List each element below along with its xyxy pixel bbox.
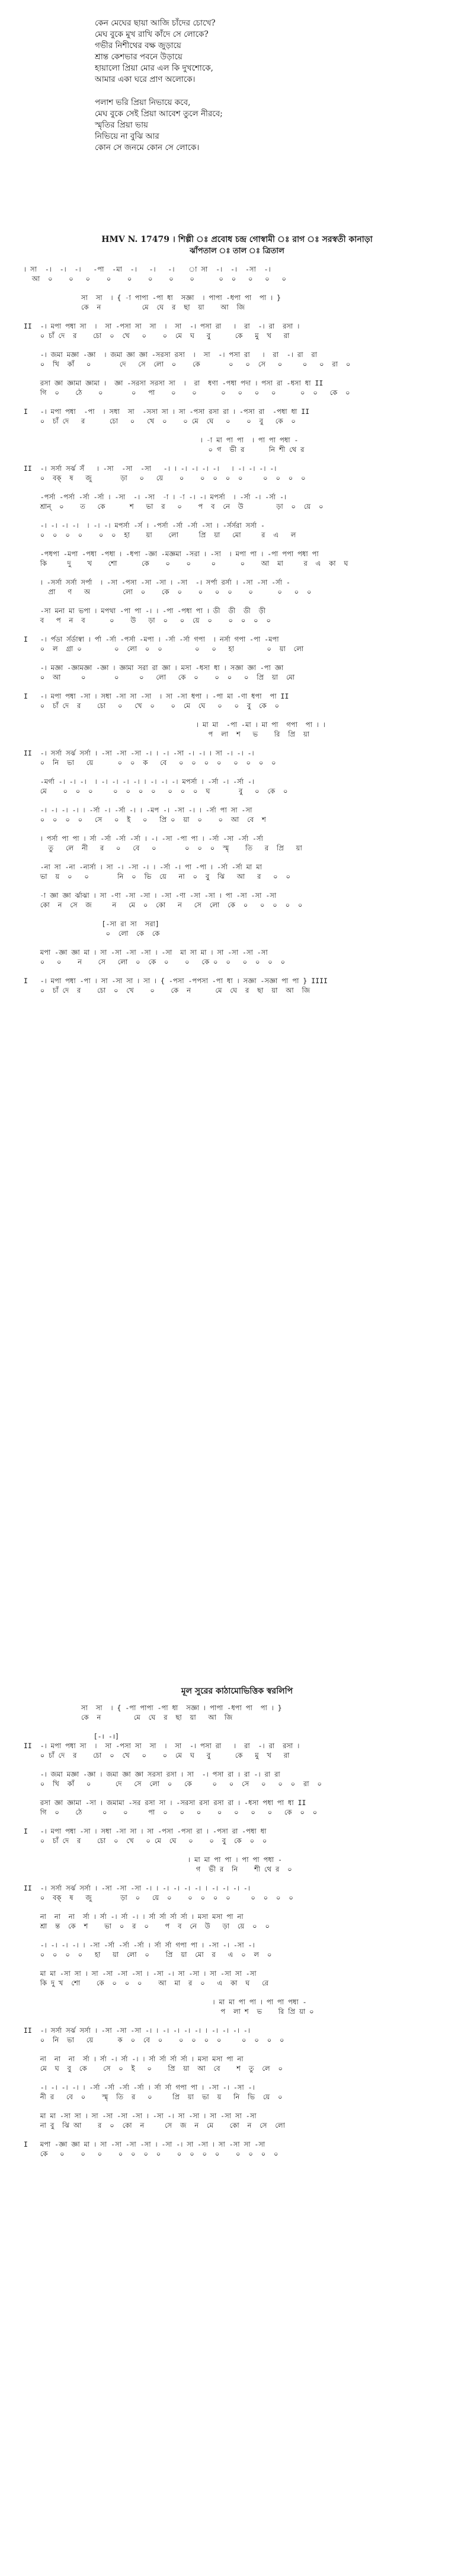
stanza-gap bbox=[95, 85, 403, 97]
notation-row: ০ আ ০ ০ ০ লো কে ০ ০ ০ ০ প্রি য়া মো bbox=[24, 673, 295, 681]
notation-row bbox=[24, 340, 450, 350]
notation-row bbox=[24, 511, 450, 521]
notation-row: গি ০ ঠে ০ ০ পা ০ ০ ০ ০ ০ ০ ০ কে ০ ০ bbox=[24, 1808, 318, 1816]
notation-row: ০ চাঁ দে র চো ০ খে ০ ০ মে ঘে ০ ০ বু কে ০ bbox=[24, 702, 280, 710]
notation-row bbox=[24, 853, 450, 862]
notation-row: I -। মপা পধা -পা । সধা সা -সসা সা । সা -পসা রসা রা । -পসা রা -পধা ধা II bbox=[24, 407, 310, 416]
notation-row: ০ চাঁ দে র চো ০ খে ০ ০ মে ঘ বু কে মু খ রা bbox=[24, 331, 290, 340]
notation-row: ০ ০ ০ ০ হা য়া লো ০ প্রি য়া মো র এ ০ ল ০ bbox=[24, 1950, 272, 1959]
notation-row: ০ চাঁ দে র চো ০ খে ০ মে ঘে ০ ০ বু কে ০ ০ bbox=[24, 1837, 267, 1845]
notation-row: রসা জ্ঞা জ্ঞামা জ্ঞামা । জ্ঞা -সরসা সরসা সা । রা ধণা -পধা পদা । পসা রা -ধসা ধা II bbox=[24, 379, 324, 387]
notation-row: গ ভী র নি শী থে র ০ bbox=[24, 1865, 292, 1873]
lyric-line: আমার একা ঘরে প্রাণ অলোকে। bbox=[95, 75, 196, 84]
notation-row: ০ নি ভা য়ে ক ০ বে ০ ০ ০ ০ ০ ০ ০ ০ ০ bbox=[24, 2036, 284, 2044]
record-subheading: ঝাঁপতাল ঃ তাল ঃ ত্রিতাল bbox=[190, 247, 284, 256]
notation-row bbox=[24, 454, 450, 464]
notation-row: । মা মা -পা -মা । মা পা গপা পা । । bbox=[24, 720, 326, 729]
notation-row: II -। মপা পধা সা । সা -পসা সা সা । সা -। পসা রা । রা -। রা রসা । bbox=[24, 1742, 300, 1750]
notation-row: ০ চাঁ দে র চো ০ খে ০ কে ন মে ঘে র ছা য়া আ জি bbox=[24, 986, 310, 994]
notation-row: II -। সর্সা সর্ঝ সঁ । -সা -সা -সা -। । -। -। -। -। । -। -। -। -। bbox=[24, 464, 277, 473]
notation-row: ০ চাঁ দে র চো ০ খে ০ ০ মে ঘে ০ ০ বু কে ০ bbox=[24, 417, 296, 425]
notation-row: ০ গ ভী র নি শী থে র bbox=[24, 445, 305, 454]
notation-row bbox=[24, 625, 450, 635]
notation-row: তু লে নী র ০ বে ০ ০ ০ ০ স্মৃ তি র প্রি য়া bbox=[24, 844, 302, 852]
notation-row: I মপা -জ্ঞা জ্ঞা মা । সা -সা -সা -সা । -সা -। সা -সা । সা -সা সা -সা bbox=[24, 2140, 265, 2148]
notation-row: -। মজ্ঞা -জ্ঞামজ্ঞা -জ্ঞা । জ্ঞামা সরা রা জ্ঞা । মসা -ধসা ধা । সজ্ঞা জ্ঞা -পা জ্ঞা bbox=[24, 664, 284, 672]
notation-row bbox=[24, 1874, 450, 1883]
notation-row: I -। মপা পধা -সা । সধা -সা সা -সা । সা -সা ধপা । -পা মা -ণা ধপা পা II bbox=[24, 692, 289, 700]
notation-row: । পর্সা পা পা । র্সা -র্সা -র্সা -র্সা । -। -সা -পা পা । -র্সা -সা -র্সা -র্সা bbox=[24, 834, 263, 843]
lyric-line: নিভিয়ে না বুঝি আর bbox=[95, 132, 159, 141]
notation-row: ০ চাঁ দে র চো ০ খে ০ ০ মে ঘ বু কে মু খ রা bbox=[24, 1751, 290, 1759]
lyric-line: গভীর নিশীথের বক্ষ জুড়ায়ে bbox=[95, 41, 181, 50]
notation-row: ০ লো কে কে bbox=[24, 929, 160, 938]
notation-row: ব প ন ব ০ উ ড়া ০ ০ য়ে ০ ০ ০ ০ ০ bbox=[24, 616, 271, 624]
notation-row bbox=[24, 1788, 450, 1798]
notation-row: [-সা রা সা সরা] bbox=[24, 920, 159, 928]
notation-row: ০ ল গ্রা ০ ০ লো ০ ০ ০ ০ হা ০ য়া লো bbox=[24, 645, 304, 653]
lyric-line: কোন সে জনমে কোন সে লোকে। bbox=[95, 143, 200, 152]
notation-row bbox=[24, 796, 450, 805]
lyric-line: পলাশ ভরি প্রিয়া নিভায়ে কবে, bbox=[95, 98, 191, 107]
notation-row: নী র বে ০ স্মৃ তি র ০ প্রি য়া ভা য় নি ভি য়ে ০ bbox=[24, 2093, 283, 2101]
notation-row bbox=[24, 967, 450, 976]
notation-row: -মর্গা -। -। -। । -। -। -। -। । -। -। -। মপর্সা । -র্সা -। -র্সা -। bbox=[24, 777, 255, 786]
notation-row: ০ ০ ০ ০ ০ ০ হা য়া লো প্রি য়া মো র এ ল bbox=[24, 531, 296, 539]
notation-staff-original bbox=[24, 264, 450, 995]
notation-row: প্রা ণ অ লো ০ কে ০ ০ ০ ০ ০ ০ ০ ০ bbox=[24, 588, 312, 596]
notation-row: । মা মা পা পা । পা পা পধা - bbox=[24, 1856, 282, 1864]
notation-row bbox=[24, 910, 450, 919]
notation-row bbox=[24, 653, 450, 663]
notation-row: ০ ০ ন সে লো ০ কে ০ ০ কে ০ ০ ০ ০ ০ ০ bbox=[24, 958, 286, 966]
notation-row bbox=[24, 1817, 450, 1826]
notation-row: কে ০ ০ ০ ০ ০ ০ ০ ০ ০ ০ ০ ০ ০ ০ ০ bbox=[24, 2150, 278, 2158]
lyric-line: হায়ালো প্রিয়া মোর এল কি দুখশোকে, bbox=[95, 63, 213, 73]
notation-row: [-। -।] bbox=[24, 1732, 120, 1740]
notation-row: ০ নি ভা য়ে ০ ০ ক বে ০ ০ ০ ০ ০ ০ ০ ০ bbox=[24, 758, 276, 767]
notation-row: মা মা -সা সা । সা -সা -সা -সা । -সা -। সা -সা । সা -সা সা -সা bbox=[24, 2112, 257, 2120]
notation-row bbox=[24, 1988, 450, 1997]
notation-row bbox=[24, 2016, 450, 2026]
notation-row bbox=[24, 540, 450, 549]
notation-row bbox=[24, 1902, 450, 1912]
notation-row bbox=[24, 2073, 450, 2083]
notation-row: মপা -জ্ঞা জ্ঞা মা । সা -সা -সা -সা । -সা মা সা মা । সা -সা -সা -সা bbox=[24, 948, 268, 957]
notation-row: -। -। -। -। । -র্সা -। -র্সা -। । -মপ -। -সা -। । -র্সা পা সা -সা bbox=[24, 806, 252, 814]
notation-row bbox=[24, 739, 450, 748]
notation-row: না না না র্সা । র্সা -। র্সা -। । র্সা র্সা র্সা র্সা । মসা মসা পা না bbox=[24, 1912, 244, 1921]
record-heading: HMV N. 17479 । শিল্পী ঃ প্রবোধ চন্দ্র গোস্বামী ঃ রাগ ঃ সরস্বতী কানাড়া bbox=[101, 235, 373, 244]
notation-row: না বু ঝি আ র ০ কো ন সে জ ন মে কো ন সে লো bbox=[24, 2121, 285, 2129]
notation-row: I -। মপা পধা -পা । সা -সা সা । সা । { -পসা -পপসা -পা ধা । সজ্ঞা -সজ্ঞা পা পা } IIII bbox=[24, 977, 328, 985]
notation-row bbox=[24, 597, 450, 606]
notation-row: না না না র্সা । র্সা -। র্সা -। । র্সা র্সা র্সা র্সা । মসা মসা পা না bbox=[24, 2055, 244, 2063]
lyrics-block bbox=[95, 18, 403, 154]
notation-row: মে ঘ বু কে সে ০ ই ০ প্রি য়া আ বে শ তু লে ০ bbox=[24, 2064, 283, 2073]
second-heading: মূল সুরের কাঠামোভিত্তিক স্বরলিপি bbox=[181, 1686, 293, 1696]
notation-row bbox=[24, 2045, 450, 2054]
notation-row: ০ খি কাঁ ০ দে সে লো ০ কে ০ ০ সে ০ ০ ০ রা ০ bbox=[24, 360, 351, 368]
notation-row: প লা শ ভ রি প্রি য়া ০ bbox=[24, 2007, 314, 2016]
notation-row: II -। সর্সা সর্ঝ সর্সা । -সা -সা -সা -। । -। -। -। -। । -। -। -। -। bbox=[24, 2026, 250, 2035]
notation-row: কি দু খ শো কে ০ ০ ০ ০ আ মা র এ কা ঘ bbox=[24, 559, 348, 568]
notation-row: মা মা -সা সা । সা -সা -সা -সা । -সা -। সা -সা । সা -সা সা -সা bbox=[24, 1969, 257, 1978]
notation-row bbox=[24, 2130, 450, 2140]
notation-row bbox=[24, 397, 450, 407]
notation-row: I -। মপা পধা -সা । সধা -সা সা । সা -পসা -পসা রা । -পসা রা -পধা ধা bbox=[24, 1827, 267, 1835]
notation-row: -। জমা মজ্ঞা -জ্ঞা । জমা জ্ঞা জ্ঞা -সরসা রসা । সা -। পসা রা । রা -। রা রা bbox=[24, 350, 318, 359]
notation-row: ০ বক্ ষ জু ড়া ০ য়ে ০ ০ ০ ০ ০ ০ ০ ০ ০ bbox=[24, 474, 306, 482]
notation-row: সা সা । { -া পাপা -পা ধা সজ্ঞা । পাপা -ধপা পা পা । } bbox=[24, 294, 281, 302]
notation-row: -না সা -না -নার্সা । সা -। -সা -। । -র্সা -। পা -পা । -র্সা -র্সা মা মা bbox=[24, 863, 262, 871]
lyric-line: শ্রান্ত কেশভার পবনে উড়ায়ে bbox=[95, 52, 182, 62]
notation-row: -পধপা -মপা -পধা -পধা । -ধপা -জ্ঞা -মজ্ঞমা -সরা । -সা । মপা পা । -পা পপা পধা পা bbox=[24, 550, 319, 558]
notation-row bbox=[24, 824, 450, 834]
notation-row: । -া মা পা পা । পা পা পধা - bbox=[24, 436, 299, 444]
notation-row: II -। সর্সা সর্ঝ সর্সা । -সা -সা -সা -। । -। -। -। -। । -। -। -। -। bbox=[24, 1884, 250, 1892]
notation-staff-structure bbox=[24, 1703, 450, 2159]
notation-row: -সা মনা মা ভপা । মপথা -পা পা -। । -পা -পধা পা । ডী ডী ডী ড়ী bbox=[24, 607, 266, 615]
notation-row: । সা -। -। -। -পা -মা -। -। -। া সা -। -। -সা -। bbox=[24, 265, 271, 273]
notation-row: । মা মা পা পা । পা পা পধা - bbox=[24, 1998, 307, 2006]
notation-row: কে ন মে ঘে র ছা য়া আ জি bbox=[24, 303, 245, 311]
notation-row: -। -। -। -। । -। -। মপর্সা -র্স । -পর্সা -র্সা -র্সা -সা । -র্সর্সরা সর্সা - bbox=[24, 521, 265, 530]
notation-row bbox=[24, 682, 450, 691]
notation-row: রসা জ্ঞা জ্ঞামা -সা । জমামা -সর রসা সা । -সরসা রসা রসা রা । -ধসা পধা পা ধা II bbox=[24, 1799, 306, 1807]
notation-row: কি দু খ শো কে ০ ০ ০ আ মা র ০ এ কা ঘ রে bbox=[24, 1979, 269, 1987]
notation-row: কো ন সে জ ন মে ০ কো ন সে লো কে ০ ০ ০ ০ ০ bbox=[24, 901, 303, 909]
notation-row bbox=[24, 767, 450, 777]
notation-row bbox=[24, 1760, 450, 1770]
notation-row bbox=[24, 1959, 450, 1969]
lyric-line: মেঘ বুকে সেই প্রিয়া আবেশ তুলে নীরবে; bbox=[95, 109, 223, 119]
notation-row: -পর্সা -পর্সা -র্সা -র্সা । -সা -। -সা -া । -া -। -। মপর্সা । -র্সা -। -র্সা -। bbox=[24, 493, 287, 501]
notation-row: ০ ০ ০ ০ সে ০ ই ০ প্রি ০ য়া ০ ০ আ বে শ bbox=[24, 815, 266, 824]
lyric-line: কেন মেঘের ছায়া আজি চাঁদের চোখে? bbox=[95, 18, 216, 28]
notation-row: II -। সর্সা সর্ঝ সর্সা । -সা -সা -সা -। । -। -সা -। -। । সা -। -। -। bbox=[24, 749, 254, 757]
notation-row bbox=[24, 2102, 450, 2111]
notation-row bbox=[24, 483, 450, 492]
notation-row bbox=[24, 1722, 450, 1732]
lyric-line: মেঘ বুকে মুখ রাখি কাঁদে সে লোকে? bbox=[95, 30, 209, 39]
notation-row: ০ বক্ ষ জু ড়া ০ য়ে ০ ০ ০ ০ ০ ০ ০ ০ ০ bbox=[24, 1893, 293, 1902]
notation-row: । -সর্সা সর্সা সর্পা । -সা -পসা -সা -সা । -সা -। সর্পা রর্সা । -সা -সা -র্সা - bbox=[24, 578, 290, 586]
notation-row bbox=[24, 369, 450, 378]
notation-row: II -। মপা পধা সা । সা -পসা সা সা । সা -। পসা রা । রা -। রা রসা । bbox=[24, 322, 300, 330]
notation-row: -। -। -। -। । -র্সা -র্সা -র্সা -র্সা । র্সা র্সা গপা পা । -সা -। -সা -। bbox=[24, 2083, 255, 2092]
notation-row bbox=[24, 568, 450, 578]
notation-row: সা সা । { -পা পাপা -পা ধা সজ্ঞা । পাপা -ধপা পা পা । } bbox=[24, 1704, 282, 1712]
notation-row: -া জ্ঞা জ্ঞা র্ঝাঝা । সা -ণা -সা -সা । -সা -ণা -সা -সা । পা -সা -সা -সা bbox=[24, 891, 277, 900]
lyric-line: স্মৃতির প্রিয়া ভায় bbox=[95, 120, 148, 130]
notation-row: I -। র্পডা র্সর্ডাস্বা । র্পা -র্সা -পর্সা -মপা । -র্সা -র্সা গপা । নর্সা গপা -পা -মপা bbox=[24, 635, 279, 643]
notation-row: ০ খি কাঁ ০ দে সে লো ০ কে ০ ০ সে ০ ০ ০ রা ০ bbox=[24, 1780, 322, 1788]
notation-row: শ্রান্ ০ ত কে শ ভা র ০ প ব নে উ ড়া ০ য়ে ০ bbox=[24, 502, 324, 511]
notation-row: -। -। -। -। । -সা -র্সা -র্সা -র্সা । র্সা র্সা গপা পা । -সা -। -সা -। bbox=[24, 1941, 255, 1949]
notation-row: আ ০ ০ ০ ০ ০ ০ ০ ০ ০ ০ ০ ০ ০ bbox=[24, 275, 286, 283]
notation-row: গি ০ ঠে ০ ০ পা ০ ০ ০ ০ ০ ০ ০ ০ কে ০ bbox=[24, 388, 350, 397]
notation-row: কে ন মে ঘে র ছা য়া আ জি bbox=[24, 1713, 233, 1721]
notation-row bbox=[24, 1845, 450, 1855]
notation-row: প লা শ ভ রি প্রি য়া bbox=[24, 730, 310, 738]
notation-row bbox=[24, 1931, 450, 1940]
notation-row bbox=[24, 426, 450, 435]
notation-row bbox=[24, 283, 450, 293]
notation-row: শ্রা ন্ত কে শ ভা ০ র ০ প ব নে উ ড়া য়ে ০ ০ bbox=[24, 1922, 270, 1930]
notation-row: -। জমা মজ্ঞা -জ্ঞা । জমা জ্ঞা জ্ঞা সরসা রসা । সা -। পসা রা । রা -। রা রা bbox=[24, 1770, 280, 1778]
notation-row: মে ০ ০ ০ ০ ০ ০ ০ ০ ০ ০ ঘ বু ০ কে ০ bbox=[24, 787, 288, 795]
notation-row bbox=[24, 710, 450, 720]
notation-row: ভা য় ০ ০ নি ০ ভি য়ে না ০ বু ঝি আ র ০ ০ bbox=[24, 872, 290, 881]
notation-row bbox=[24, 881, 450, 891]
notation-row bbox=[24, 312, 450, 321]
notation-row bbox=[24, 938, 450, 948]
